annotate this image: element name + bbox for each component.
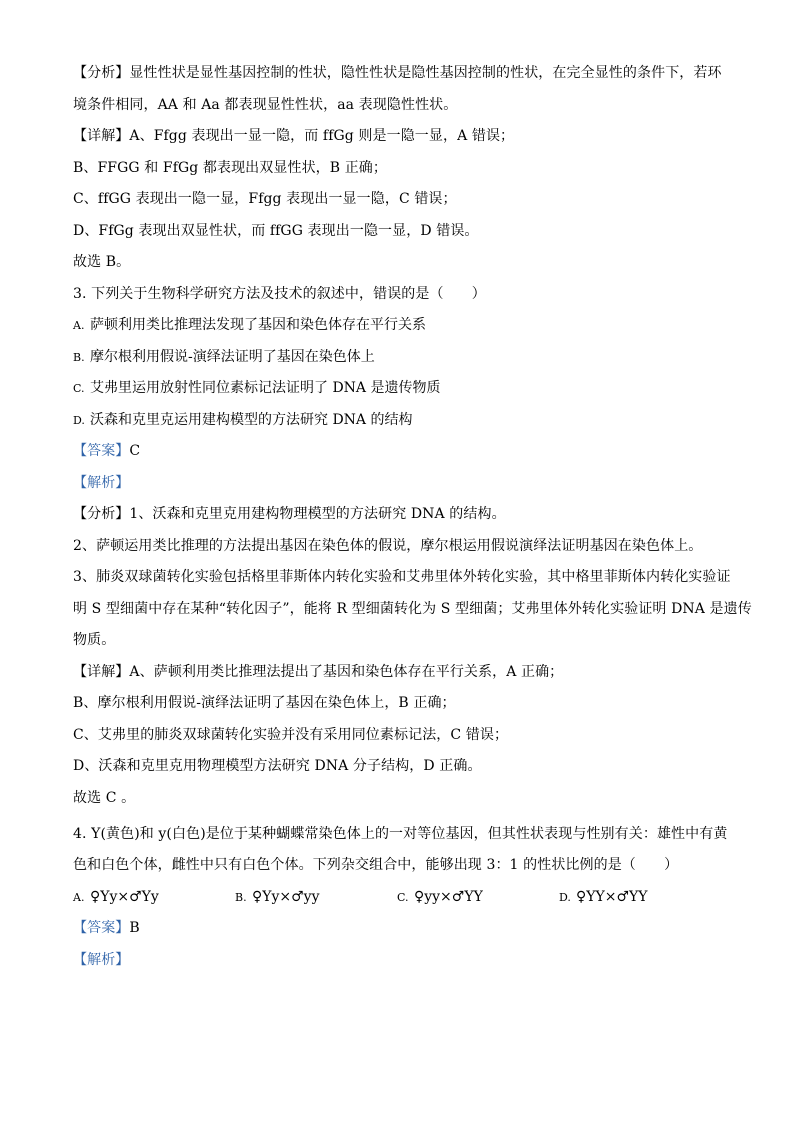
answer-tag: 【答案】 bbox=[73, 920, 130, 936]
option-letter: D. bbox=[559, 890, 571, 904]
detail-tag: 【详解】 bbox=[73, 128, 130, 144]
explain-tag: 【解析】 bbox=[73, 474, 130, 491]
question-4-option-b bbox=[235, 887, 397, 907]
option-letter: A. bbox=[73, 319, 85, 332]
answer-value: C bbox=[129, 443, 141, 459]
option-letter: C. bbox=[73, 382, 85, 395]
conclusion: 故选 B。 bbox=[73, 254, 131, 270]
option-letter: A. bbox=[73, 890, 85, 904]
option-text: ♀YY×♂YY bbox=[576, 888, 648, 905]
question-4-option-a bbox=[73, 887, 235, 907]
analysis-text: 1、沃森和克里克用建构物理模型的方法研究 DNA 的结构。 bbox=[129, 506, 506, 522]
question-3-detail-a bbox=[73, 662, 723, 682]
detail-line-a bbox=[73, 126, 723, 146]
question-3-stem: 3. 下列关于生物科学研究方法及技术的叙述中，错误的是（ ） bbox=[73, 285, 486, 302]
option-text: 萨顿利用类比推理法发现了基因和染色体存在平行关系 bbox=[90, 317, 426, 333]
question-3-explain-heading bbox=[73, 473, 723, 493]
option-letter: B. bbox=[235, 890, 247, 904]
question-3-analysis-3a: 3、肺炎双球菌转化实验包括格里菲斯体内转化实验和艾弗里体外转化实验，其中格里菲斯体内转化实验证 bbox=[73, 569, 731, 585]
option-text: ♀yy×♂YY bbox=[414, 888, 483, 905]
option-letter: D. bbox=[73, 413, 85, 427]
analysis-text: 显性性状是显性基因控制的性状，隐性性状是隐性基因控制的性状，在完全显性的条件下，若环 bbox=[129, 65, 722, 81]
question-3-analysis-1 bbox=[73, 504, 723, 524]
detail-text: A、萨顿利用类比推理法提出了基因和染色体存在平行关系，A 正确； bbox=[129, 663, 564, 680]
analysis-text: 境条件相同，AA 和 Aa 都表现显性性状，aa 表现隐性性状。 bbox=[73, 96, 458, 113]
question-3-answer bbox=[73, 441, 723, 461]
analysis-tag: 【分析】 bbox=[73, 65, 130, 81]
question-4-option-c bbox=[397, 887, 559, 907]
detail-line-c: C、ffGG 表现出一隐一显，Ffgg 表现出一显一隐，C 错误； bbox=[73, 191, 457, 207]
option-text: 摩尔根利用假说-演绎法证明了基因在染色体上 bbox=[90, 348, 375, 365]
question-3-analysis-3c: 物质。 bbox=[73, 632, 116, 648]
question-4-options bbox=[73, 887, 723, 907]
question-3-detail-c: C、艾弗里的肺炎双球菌转化实验并没有采用同位素标记法，C 错误； bbox=[73, 726, 509, 743]
question-4-explain-heading bbox=[73, 950, 723, 970]
analysis-paragraph-cont bbox=[73, 95, 723, 115]
question-3-detail-d: D、沃森和克里克用物理模型方法研究 DNA 分子结构，D 正确。 bbox=[73, 758, 482, 774]
question-3-analysis-2: 2、萨顿运用类比推理的方法提出基因在染色体的假说，摩尔根运用假说演绎法证明基因在染色体上。 bbox=[73, 537, 703, 554]
question-4-stem-line1: 4. Y(黄色)和 y(白色)是位于某种蝴蝶常染色体上的一对等位基因，但其性状表现与性别有关：雄性中有黄 bbox=[73, 825, 728, 842]
option-text: ♀Yy×♂Yy bbox=[90, 888, 159, 905]
question-3-detail-b: B、摩尔根利用假说-演绎法证明了基因在染色体上，B 正确； bbox=[73, 695, 456, 711]
answer-value: B bbox=[129, 920, 140, 936]
option-text: ♀Yy×♂yy bbox=[252, 888, 320, 905]
detail-text: A、Ffgg 表现出一显一隐，而 ffGg 则是一隐一显，A 错误； bbox=[129, 128, 515, 144]
question-3-option-a bbox=[73, 315, 723, 335]
question-3-option-c bbox=[73, 378, 723, 398]
explain-tag: 【解析】 bbox=[73, 951, 130, 968]
detail-tag: 【详解】 bbox=[73, 663, 130, 680]
question-3-conclusion: 故选 C 。 bbox=[73, 789, 136, 806]
question-4-option-d bbox=[559, 887, 721, 907]
question-4-answer bbox=[73, 918, 723, 938]
answer-tag: 【答案】 bbox=[73, 443, 130, 459]
document-page bbox=[73, 63, 752, 981]
detail-line-d: D、FfGg 表现出双显性状，而 ffGG 表现出一隐一显，D 错误。 bbox=[73, 222, 479, 239]
option-letter: C. bbox=[397, 890, 409, 904]
option-text: 沃森和克里克运用建构模型的方法研究 DNA 的结构 bbox=[90, 411, 413, 428]
analysis-tag: 【分析】 bbox=[73, 506, 130, 522]
question-3-option-d bbox=[73, 410, 723, 430]
detail-line-b: B、FFGG 和 FfGg 都表现出双显性状，B 正确； bbox=[73, 159, 388, 176]
analysis-paragraph bbox=[73, 63, 723, 83]
question-4-stem-line2: 色和白色个体，雌性中只有白色个体。下列杂交组合中，能够出现 3：1 的性状比例的是（ ） bbox=[73, 857, 679, 873]
option-letter: B. bbox=[73, 350, 85, 364]
option-text: 艾弗里运用放射性同位素标记法证明了 DNA 是遗传物质 bbox=[90, 380, 441, 396]
question-3-option-b bbox=[73, 347, 723, 367]
question-3-analysis-3b: 明 S 型细菌中存在某种“转化因子”，能将 R 型细菌转化为 S 型细菌；艾弗里体外转化实验证明 DNA 是遗传 bbox=[73, 600, 752, 617]
